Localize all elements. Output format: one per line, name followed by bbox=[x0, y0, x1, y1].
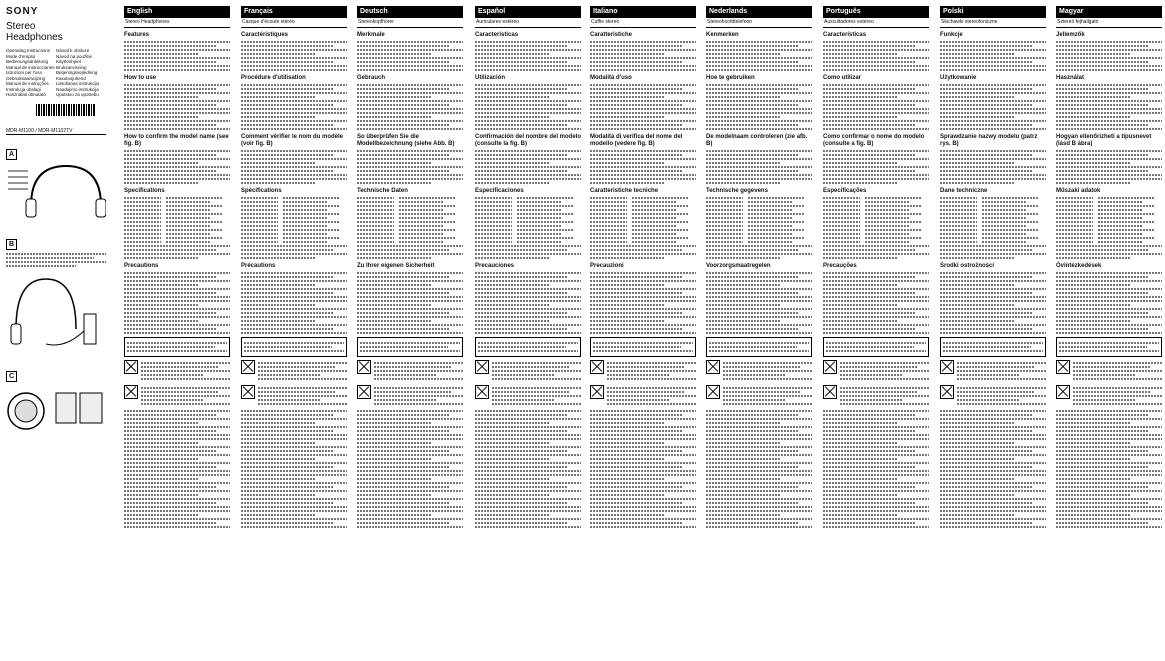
section-heading: Műszaki adatok bbox=[1056, 188, 1101, 194]
notice-box bbox=[475, 337, 581, 357]
section-heading: Precauciones bbox=[475, 263, 515, 269]
language-entry: Naudojimo instrukcija bbox=[56, 86, 99, 92]
crossed-bin-icon bbox=[940, 385, 954, 399]
section-heading: Sprawdzanie nazwy modelu (patrz rys. B) bbox=[940, 134, 1038, 147]
barcode bbox=[36, 104, 96, 116]
product-subtitle: Auscultadores estéreo bbox=[823, 18, 929, 28]
figure-c bbox=[6, 365, 106, 438]
section-heading: Precauzioni bbox=[590, 263, 624, 269]
section-heading: Użytkowanie bbox=[940, 75, 977, 81]
section-heading: Gebrauch bbox=[357, 75, 386, 81]
language-list bbox=[6, 48, 106, 98]
language-column bbox=[241, 6, 347, 654]
section-heading: Caratteristiche bbox=[590, 32, 633, 38]
section-heading: Spécifications bbox=[241, 188, 282, 194]
notice-box bbox=[124, 337, 230, 357]
crossed-bin-icon bbox=[241, 360, 255, 374]
weee-notice bbox=[241, 360, 347, 382]
language-entry: Käyttöohjeet bbox=[56, 59, 82, 64]
crossed-bin-icon bbox=[590, 385, 604, 399]
language-header: Português bbox=[823, 6, 929, 18]
weee-notice bbox=[590, 360, 696, 382]
weee-notice bbox=[823, 385, 929, 407]
language-column bbox=[940, 6, 1046, 654]
weee-notice bbox=[823, 360, 929, 382]
crossed-bin-icon bbox=[475, 385, 489, 399]
weee-notice bbox=[357, 360, 463, 382]
section-heading: Características bbox=[475, 32, 519, 38]
language-entry: Operating Instructions bbox=[6, 48, 51, 53]
section-heading: Merkmale bbox=[357, 32, 385, 38]
section-heading: Specifications bbox=[124, 188, 165, 194]
section-heading: Precauções bbox=[823, 263, 857, 269]
headphone-illustration-icon bbox=[6, 161, 106, 221]
language-entry: Használati útmutató bbox=[6, 92, 46, 97]
figure-c-label: C bbox=[6, 371, 17, 382]
weee-notice bbox=[241, 385, 347, 407]
crossed-bin-icon bbox=[590, 360, 604, 374]
crossed-bin-icon bbox=[357, 360, 371, 374]
language-entry: Mode d'emploi bbox=[6, 53, 36, 59]
language-entry: Betjeningsvejledning bbox=[56, 70, 98, 75]
section-heading: Technische Daten bbox=[357, 188, 408, 194]
section-heading: Hoe te gebruiken bbox=[706, 75, 755, 81]
section-heading: Kenmerken bbox=[706, 32, 739, 38]
language-column bbox=[1056, 6, 1162, 654]
language-entry: Bedienungsanleitung bbox=[6, 59, 49, 64]
language-header: Nederlands bbox=[706, 6, 812, 18]
language-entry: Bruksanvisning bbox=[56, 64, 87, 70]
language-entry: Instrukcja obsługi bbox=[6, 86, 41, 92]
model-name: MDR-M1100 / MDR-M1102TV bbox=[6, 128, 106, 135]
language-entry: Manual de instruções bbox=[6, 81, 49, 86]
language-header: Español bbox=[475, 6, 581, 18]
product-subtitle: Stereohoofdtelefoon bbox=[706, 18, 812, 28]
language-header: Français bbox=[241, 6, 347, 18]
crossed-bin-icon bbox=[1056, 385, 1070, 399]
crossed-bin-icon bbox=[124, 385, 138, 399]
section-heading: Especificaciones bbox=[475, 188, 524, 194]
figure-b bbox=[6, 233, 106, 359]
crossed-bin-icon bbox=[475, 360, 489, 374]
notice-box bbox=[1056, 337, 1162, 357]
product-subtitle: Casque d'écoute stéréo bbox=[241, 18, 347, 28]
crossed-bin-icon bbox=[706, 360, 720, 374]
section-heading: Modalità d'uso bbox=[590, 75, 632, 81]
section-heading: Voorzorgsmaatregelen bbox=[706, 263, 771, 269]
weee-notice bbox=[475, 360, 581, 382]
crossed-bin-icon bbox=[823, 360, 837, 374]
notice-box bbox=[706, 337, 812, 357]
section-heading: Como confirmar o nome do modelo (consulte a fig. B) bbox=[823, 134, 925, 147]
language-column bbox=[475, 6, 581, 654]
product-title: Stereo Headphones bbox=[6, 21, 63, 43]
section-heading: Caractéristiques bbox=[241, 32, 289, 38]
language-entry: Manual de instrucciones bbox=[6, 64, 55, 70]
crossed-bin-icon bbox=[1056, 360, 1070, 374]
crossed-bin-icon bbox=[706, 385, 720, 399]
weee-notice bbox=[940, 360, 1046, 382]
language-entry: Návod k obsluze bbox=[56, 48, 90, 53]
weee-notice bbox=[357, 385, 463, 407]
crossed-bin-icon bbox=[357, 385, 371, 399]
product-subtitle: Cuffie stereo bbox=[590, 18, 696, 28]
product-subtitle: Słuchawki stereofoniczne bbox=[940, 18, 1046, 28]
language-column bbox=[124, 6, 230, 654]
notice-box bbox=[590, 337, 696, 357]
language-column bbox=[706, 6, 812, 654]
section-heading: Technische gegevens bbox=[706, 188, 768, 194]
section-heading: How to use bbox=[124, 75, 157, 81]
section-heading: Használat bbox=[1056, 75, 1085, 81]
section-heading: Como utilizar bbox=[823, 75, 862, 81]
section-heading: Zu Ihrer eigenen Sicherheit bbox=[357, 263, 435, 269]
crossed-bin-icon bbox=[940, 360, 954, 374]
language-entry: Gebruiksaanwijzing bbox=[6, 75, 46, 81]
language-entry: Istruzioni per l'uso bbox=[6, 70, 43, 75]
language-entry: Návod na použitie bbox=[56, 53, 93, 59]
section-heading: Środki ostrożności bbox=[940, 263, 995, 269]
language-header: Deutsch bbox=[357, 6, 463, 18]
section-heading: Características bbox=[823, 32, 867, 38]
language-entry: Uputstvo za upotrebu bbox=[56, 92, 99, 97]
section-heading: Caratteristiche tecniche bbox=[590, 188, 659, 194]
section-heading: So überprüfen Sie die Modellbezeichnung (siehe Abb. B) bbox=[357, 134, 455, 147]
crossed-bin-icon bbox=[823, 385, 837, 399]
product-subtitle: Sztereó fejhallgató bbox=[1056, 18, 1162, 28]
figure-a-label: A bbox=[6, 149, 17, 160]
headphone-cable-icon bbox=[6, 383, 106, 438]
cover-column bbox=[6, 6, 106, 654]
weee-notice bbox=[706, 385, 812, 407]
section-heading: Features bbox=[124, 32, 150, 38]
section-heading: Dane techniczne bbox=[940, 188, 988, 194]
product-subtitle: Auriculares estéreo bbox=[475, 18, 581, 28]
section-heading: Hogyan ellenőrizheti a típusnevet (lásd B ábra) bbox=[1056, 134, 1152, 147]
section-heading: Especificações bbox=[823, 188, 867, 194]
sony-logo: SONY bbox=[6, 6, 39, 17]
weee-notice bbox=[124, 385, 230, 407]
notice-box bbox=[241, 337, 347, 357]
section-heading: Precautions bbox=[124, 263, 159, 269]
notice-box bbox=[940, 337, 1046, 357]
section-heading: Comment vérifier le nom du modèle (voir fig. B) bbox=[241, 134, 344, 147]
language-header: Italiano bbox=[590, 6, 696, 18]
language-header: Polski bbox=[940, 6, 1046, 18]
section-heading: Jellemzők bbox=[1056, 32, 1085, 38]
section-heading: Utilización bbox=[475, 75, 506, 81]
weee-notice bbox=[706, 360, 812, 382]
section-heading: Modalità di verifica del nome del modello (vedere fig. B) bbox=[590, 134, 683, 147]
section-heading: Funkcje bbox=[940, 32, 963, 38]
section-heading: How to confirm the model name (see fig. B) bbox=[124, 134, 229, 147]
section-heading: De modelnaam controleren (zie afb. B) bbox=[706, 134, 808, 147]
language-column bbox=[590, 6, 696, 654]
weee-notice bbox=[590, 385, 696, 407]
section-heading: Précautions bbox=[241, 263, 276, 269]
notice-box bbox=[823, 337, 929, 357]
language-column bbox=[823, 6, 929, 654]
language-entry: Kasutusjuhend bbox=[56, 75, 86, 81]
product-subtitle: Stereokopfhörer bbox=[357, 18, 463, 28]
language-entry: Lietošanas instrukcija bbox=[56, 81, 100, 86]
figure-b-label: B bbox=[6, 239, 17, 250]
weee-notice bbox=[1056, 360, 1162, 382]
language-header: Magyar bbox=[1056, 6, 1162, 18]
figure-a bbox=[6, 143, 106, 221]
section-heading: Confirmación del nombre del modelo (consulte la fig. B) bbox=[475, 134, 581, 147]
product-subtitle: Stereo Headphones bbox=[124, 18, 230, 28]
section-heading: Óvintézkedések bbox=[1056, 263, 1102, 269]
crossed-bin-icon bbox=[124, 360, 138, 374]
crossed-bin-icon bbox=[241, 385, 255, 399]
weee-notice bbox=[1056, 385, 1162, 407]
section-heading: Procédure d'utilisation bbox=[241, 75, 306, 81]
notice-box bbox=[357, 337, 463, 357]
language-header: English bbox=[124, 6, 230, 18]
headphone-side-view-icon bbox=[6, 269, 106, 359]
weee-notice bbox=[940, 385, 1046, 407]
weee-notice bbox=[124, 360, 230, 382]
weee-notice bbox=[475, 385, 581, 407]
language-column bbox=[357, 6, 463, 654]
